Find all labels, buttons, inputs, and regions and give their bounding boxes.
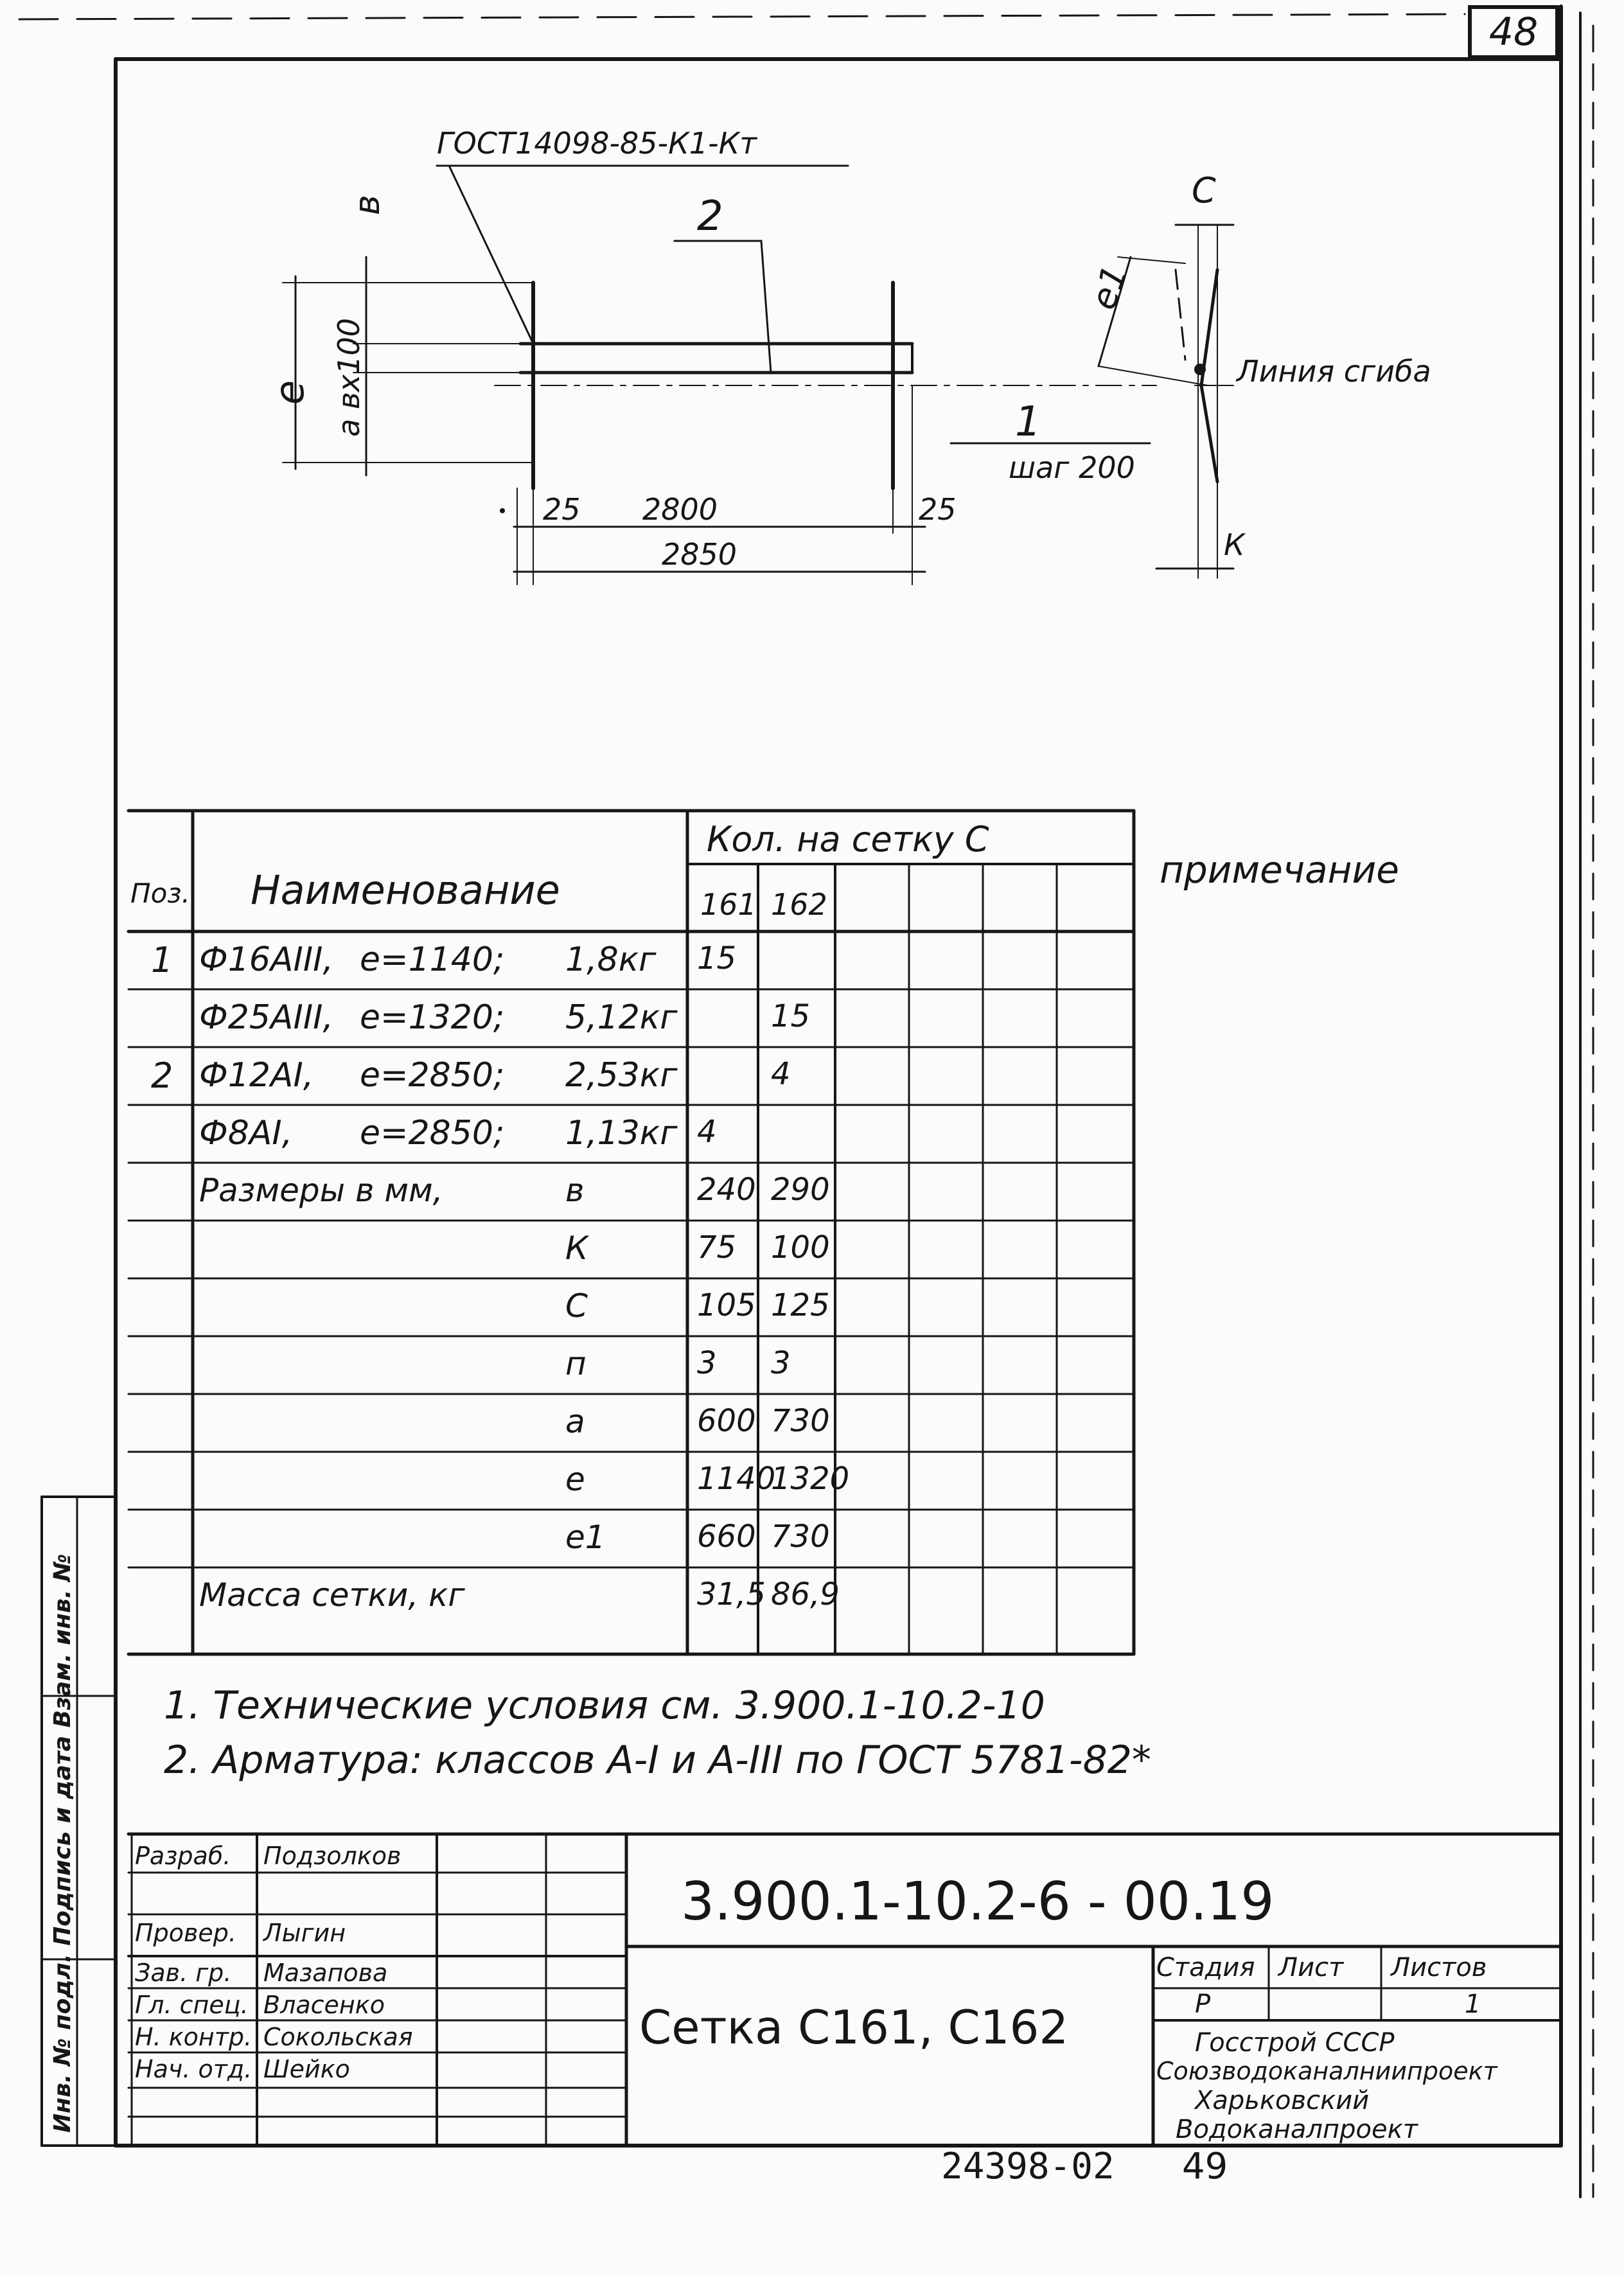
header-name: Наименование <box>251 867 560 913</box>
sheets-label: Листов <box>1391 1953 1487 1982</box>
spec-mass: С <box>565 1287 588 1325</box>
spec-qty-162: 730 <box>771 1519 830 1555</box>
spec-mass: К <box>565 1230 588 1267</box>
sheet-label: Лист <box>1278 1953 1344 1982</box>
org-4: Водоканалпроект <box>1176 2115 1418 2144</box>
role-person: Шейко <box>263 2055 350 2083</box>
spec-qty-161: 105 <box>697 1287 756 1323</box>
dim-c-label: С <box>1192 170 1216 211</box>
role-person: Власенко <box>263 1991 385 2019</box>
spec-mass: 1,13кг <box>565 1114 678 1152</box>
spec-qty-162: 290 <box>771 1172 830 1208</box>
spec-mass: е <box>565 1461 585 1498</box>
role-label: Зав. гр. <box>135 1959 232 1987</box>
dim-v-label: в <box>347 195 387 215</box>
spec-pos: 1 <box>151 940 173 980</box>
spec-mass: п <box>565 1345 587 1382</box>
spec-qty-162: 730 <box>771 1403 830 1439</box>
dim-25-right: 25 <box>919 492 957 527</box>
dim-a-label: а вх100 <box>331 318 366 437</box>
spec-name: Ф8АI, <box>199 1114 293 1152</box>
spec-qty-161: 240 <box>697 1172 756 1208</box>
spec-name: Размеры в мм, <box>199 1172 443 1209</box>
org-3: Харьковский <box>1195 2086 1370 2115</box>
spec-name: Масса сетки, кг <box>199 1576 465 1614</box>
header-qty: Кол. на сетку С <box>707 819 989 860</box>
spec-mass: 2,53кг <box>565 1056 678 1095</box>
gost-label: ГОСТ14098-85-К1-Кт <box>437 126 757 161</box>
dim-k-label: К <box>1224 527 1245 562</box>
spec-pos: 2 <box>151 1055 173 1096</box>
header-note: примечание <box>1160 848 1399 892</box>
note-1: 1. Технические условия см. 3.900.1-10.2-10 <box>164 1683 1045 1728</box>
spec-length: е=2850; <box>360 1114 505 1152</box>
side-stamp: Инв. № подл. Подпись и дата Взам. инв. № <box>49 1553 76 2133</box>
spec-qty-161: 1140 <box>697 1461 776 1497</box>
spec-length: е=2850; <box>360 1056 505 1095</box>
stage-label: Стадия <box>1156 1953 1255 1982</box>
dim-e-label: е <box>266 380 313 405</box>
doc-code: 3.900.1-10.2-6 - 00.19 <box>681 1871 1275 1932</box>
spec-qty-161: 3 <box>697 1345 717 1381</box>
role-label: Н. контр. <box>135 2023 252 2051</box>
doc-title: Сетка С161, С162 <box>639 2000 1069 2054</box>
spec-mass: 5,12кг <box>565 998 678 1037</box>
dim-2850: 2850 <box>662 537 737 572</box>
spec-name: Ф25АIII, <box>199 998 334 1037</box>
pos-1-label: 1 <box>1015 398 1041 446</box>
spec-mass: а <box>565 1403 585 1440</box>
spec-length: е=1140; <box>360 940 505 979</box>
dim-25-left: 25 <box>543 492 581 527</box>
spec-qty-162: 15 <box>771 998 811 1034</box>
org-2: Союзводоканалниипроект <box>1156 2057 1497 2085</box>
org-1: Госстрой СССР <box>1195 2028 1395 2058</box>
spec-qty-162: 125 <box>771 1287 830 1323</box>
pos-2-label: 2 <box>697 193 723 240</box>
spec-qty-161: 4 <box>697 1114 717 1150</box>
spec-qty-162: 4 <box>771 1056 791 1092</box>
role-label: Разраб. <box>135 1842 231 1870</box>
role-label: Провер. <box>135 1919 236 1947</box>
header-pos: Поз. <box>130 878 190 909</box>
role-label: Гл. спец. <box>135 1991 249 2019</box>
spec-mass: в <box>565 1172 585 1209</box>
dim-e1-label: е1 <box>1082 260 1136 315</box>
spec-qty-162: 3 <box>771 1345 791 1381</box>
col-162: 162 <box>771 887 827 922</box>
col-161: 161 <box>700 887 757 922</box>
spec-mass: 1,8кг <box>565 940 657 979</box>
spec-qty-161: 31,5 <box>697 1576 766 1612</box>
archive-number: 24398-02 <box>941 2146 1115 2187</box>
spec-mass: е1 <box>565 1519 606 1556</box>
spec-qty-161: 75 <box>697 1230 737 1266</box>
spec-qty-161: 600 <box>697 1403 756 1439</box>
sheets-value: 1 <box>1465 1989 1481 2019</box>
role-person: Сокольская <box>263 2023 413 2051</box>
role-person: Лыгин <box>263 1919 346 1947</box>
spec-name: Ф16АIII, <box>199 940 334 979</box>
note-2: 2. Арматура: классов А-I и А-III по ГОСТ 5781-82* <box>164 1738 1151 1783</box>
role-person: Подзолков <box>263 1842 402 1870</box>
dim-2800: 2800 <box>642 492 718 527</box>
spec-length: е=1320; <box>360 998 505 1037</box>
step-label: шаг 200 <box>1009 450 1135 485</box>
role-label: Нач. отд. <box>135 2055 252 2083</box>
role-person: Мазапова <box>263 1959 388 1987</box>
sheet-number: 48 <box>1468 5 1559 59</box>
spec-qty-161: 15 <box>697 940 737 976</box>
page-number: 49 <box>1182 2146 1228 2187</box>
spec-qty-162: 86,9 <box>771 1576 840 1612</box>
spec-qty-162: 100 <box>771 1230 830 1266</box>
spec-qty-161: 660 <box>697 1519 756 1555</box>
spec-name: Ф12АI, <box>199 1056 314 1095</box>
bend-line-label: Линия сгиба <box>1237 354 1431 389</box>
stage-value: Р <box>1195 1989 1211 2019</box>
spec-qty-162: 1320 <box>771 1461 850 1497</box>
